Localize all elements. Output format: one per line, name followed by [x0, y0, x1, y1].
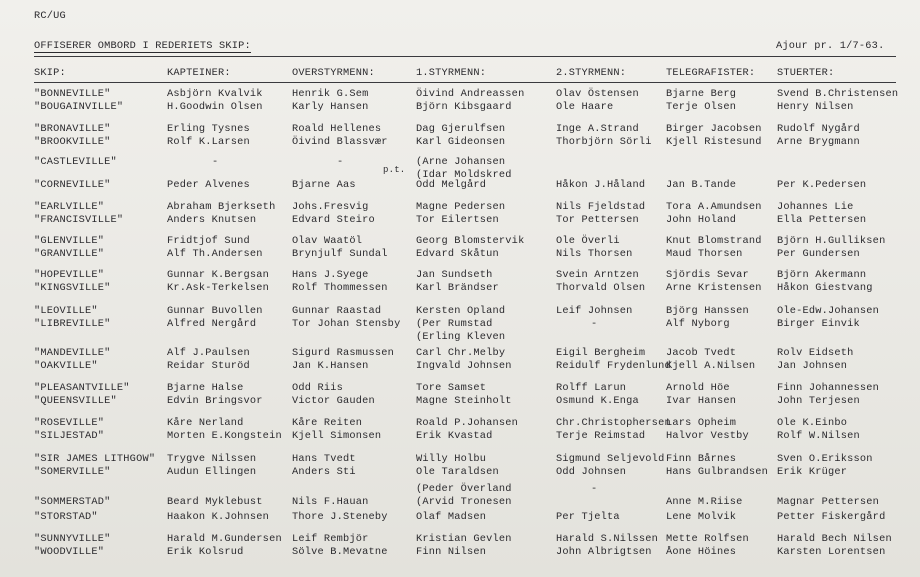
cell-ship-name: "CASTLEVILLE"	[34, 156, 117, 168]
cell-first-mate: Sölve B.Mevatne	[292, 546, 388, 558]
document-reference: RC/UG	[34, 10, 66, 22]
cell-first-mate: Thore J.Steneby	[292, 511, 388, 523]
cell-radio-officer: Bjarne Berg	[666, 88, 737, 100]
cell-ship-name: "WOODVILLE"	[34, 546, 105, 558]
cell-radio-officer: Mette Rolfsen	[666, 533, 749, 545]
cell-ship-name: "BRONAVILLE"	[34, 123, 111, 135]
cell-first-mate: Brynjulf Sundal	[292, 248, 388, 260]
cell-ship-name: "EARLVILLE"	[34, 201, 105, 213]
cell-radio-officer: Hans Gulbrandsen	[666, 466, 769, 478]
cell-radio-officer: Finn Bårnes	[666, 453, 737, 465]
cell-second-officer: Thorbjörn Sörli	[556, 136, 652, 148]
cell-ship-name: "MANDEVILLE"	[34, 347, 111, 359]
cell-second-officer: Per Tjelta	[556, 511, 620, 523]
column-header: 1.STYRMENN:	[416, 67, 487, 79]
cell-captain: Peder Alvenes	[167, 179, 250, 191]
date-label: Ajour pr. 1/7-63.	[776, 40, 885, 52]
cell-first-mate: Rolf Thommessen	[292, 282, 388, 294]
cell-first-officer: (Erling Kleven	[416, 331, 506, 343]
cell-second-officer: Ole Haare	[556, 101, 614, 113]
cell-second-officer: Eigil Bergheim	[556, 347, 646, 359]
cell-ship-name: "GRANVILLE"	[34, 248, 105, 260]
margin-note: p.t.	[383, 165, 406, 175]
cell-captain: Gunnar K.Bergsan	[167, 269, 270, 281]
cell-ship-name: "FRANCISVILLE"	[34, 214, 124, 226]
cell-second-officer: Harald S.Nilssen	[556, 533, 659, 545]
cell-first-mate: Edvard Steiro	[292, 214, 375, 226]
cell-steward: Rolv Eidseth	[777, 347, 854, 359]
column-header: STUERTER:	[777, 67, 835, 79]
cell-steward: Björn H.Gulliksen	[777, 235, 886, 247]
cell-ship-name: "SUNNYVILLE"	[34, 533, 111, 545]
cell-second-officer: John Albrigtsen	[556, 546, 652, 558]
title-rule	[34, 56, 896, 57]
cell-radio-officer: Arnold Höe	[666, 382, 730, 394]
cell-steward: Per K.Pedersen	[777, 179, 867, 191]
cell-steward: Rudolf Nygård	[777, 123, 860, 135]
cell-first-officer: Dag Gjerulfsen	[416, 123, 506, 135]
cell-first-officer: (Arne Johansen	[416, 156, 506, 168]
cell-steward: Jan Johnsen	[777, 360, 848, 372]
cell-first-mate: Hans J.Syege	[292, 269, 369, 281]
cell-steward: Rolf W.Nilsen	[777, 430, 860, 442]
column-header: OVERSTYRMENN:	[292, 67, 375, 79]
cell-captain: Reidar Sturöd	[167, 360, 250, 372]
cell-first-mate: Nils F.Hauan	[292, 496, 369, 508]
cell-second-officer: Chr.Christophersen	[556, 417, 671, 429]
cell-ship-name: "SILJESTAD"	[34, 430, 105, 442]
cell-first-mate: -	[337, 156, 344, 168]
cell-first-officer: Erik Kvastad	[416, 430, 493, 442]
cell-second-officer: Rolff Larun	[556, 382, 627, 394]
cell-captain: Alf Th.Andersen	[167, 248, 263, 260]
cell-second-officer: Terje Reimstad	[556, 430, 646, 442]
cell-captain: Harald M.Gundersen	[167, 533, 282, 545]
cell-radio-officer: Knut Blomstrand	[666, 235, 762, 247]
cell-radio-officer: Lars Opheim	[666, 417, 737, 429]
cell-captain: -	[212, 156, 219, 168]
cell-steward: Arne Brygmann	[777, 136, 860, 148]
cell-ship-name: "SIR JAMES LITHGOW"	[34, 453, 156, 465]
cell-radio-officer: Kjell A.Nilsen	[666, 360, 756, 372]
cell-second-officer: Håkon J.Håland	[556, 179, 646, 191]
cell-ship-name: "OAKVILLE"	[34, 360, 98, 372]
cell-first-officer: Olaf Madsen	[416, 511, 487, 523]
cell-first-officer: Roald P.Johansen	[416, 417, 519, 429]
cell-second-officer: Nils Fjeldstad	[556, 201, 646, 213]
cell-captain: Erling Tysnes	[167, 123, 250, 135]
cell-second-officer: Olav Östensen	[556, 88, 639, 100]
cell-first-mate: Odd Riis	[292, 382, 344, 394]
cell-ship-name: "HOPEVILLE"	[34, 269, 105, 281]
cell-steward: Magnar Pettersen	[777, 496, 880, 508]
cell-first-mate: Jan K.Hansen	[292, 360, 369, 372]
cell-second-officer: -	[591, 483, 598, 495]
cell-ship-name: "PLEASANTVILLE"	[34, 382, 130, 394]
cell-steward: Erik Krüger	[777, 466, 848, 478]
cell-ship-name: "GLENVILLE"	[34, 235, 105, 247]
cell-first-mate: Leif Rembjör	[292, 533, 369, 545]
cell-first-officer: Kristian Gevlen	[416, 533, 512, 545]
cell-radio-officer: Anne M.Riise	[666, 496, 743, 508]
cell-radio-officer: Ivar Hansen	[666, 395, 737, 407]
cell-first-mate: Anders Sti	[292, 466, 356, 478]
cell-first-officer: Carl Chr.Melby	[416, 347, 506, 359]
cell-steward: Finn Johannessen	[777, 382, 880, 394]
cell-second-officer: Osmund K.Enga	[556, 395, 639, 407]
cell-captain: H.Goodwin Olsen	[167, 101, 263, 113]
document-title: OFFISERER OMBORD I REDERIETS SKIP:	[34, 40, 251, 52]
cell-radio-officer: John Holand	[666, 214, 737, 226]
cell-first-mate: Roald Hellenes	[292, 123, 382, 135]
cell-ship-name: "KINGSVILLE"	[34, 282, 111, 294]
cell-captain: Edvin Bringsvor	[167, 395, 263, 407]
cell-radio-officer: Arne Kristensen	[666, 282, 762, 294]
cell-radio-officer: Alf Nyborg	[666, 318, 730, 330]
cell-captain: Audun Ellingen	[167, 466, 257, 478]
cell-first-mate: Hans Tvedt	[292, 453, 356, 465]
cell-second-officer: Reidulf Frydenlund	[556, 360, 671, 372]
cell-first-officer: Magne Pedersen	[416, 201, 506, 213]
cell-second-officer: Nils Thorsen	[556, 248, 633, 260]
cell-steward: Ella Pettersen	[777, 214, 867, 226]
cell-steward: Petter Fiskergård	[777, 511, 886, 523]
cell-radio-officer: Jacob Tvedt	[666, 347, 737, 359]
cell-first-mate: Tor Johan Stensby	[292, 318, 401, 330]
cell-first-officer: Edvard Skåtun	[416, 248, 499, 260]
cell-steward: Björn Akermann	[777, 269, 867, 281]
cell-second-officer: Tor Pettersen	[556, 214, 639, 226]
cell-radio-officer: Björg Hanssen	[666, 305, 749, 317]
cell-first-officer: Karl Gideonsen	[416, 136, 506, 148]
cell-steward: Håkon Giestvang	[777, 282, 873, 294]
cell-captain: Morten E.Kongstein	[167, 430, 282, 442]
cell-first-officer: Björn Kibsgaard	[416, 101, 512, 113]
cell-ship-name: "BONNEVILLE"	[34, 88, 111, 100]
cell-ship-name: "SOMERVILLE"	[34, 466, 111, 478]
cell-first-mate: Gunnar Raastad	[292, 305, 382, 317]
cell-captain: Abraham Bjerkseth	[167, 201, 276, 213]
cell-first-mate: Kåre Reiten	[292, 417, 363, 429]
cell-first-officer: Magne Steinholt	[416, 395, 512, 407]
cell-first-officer: Kersten Opland	[416, 305, 506, 317]
cell-first-officer: Öivind Andreassen	[416, 88, 525, 100]
cell-second-officer: Svein Arntzen	[556, 269, 639, 281]
cell-captain: Alfred Nergård	[167, 318, 257, 330]
column-header: SKIP:	[34, 67, 66, 79]
cell-ship-name: "SOMMERSTAD"	[34, 496, 111, 508]
cell-steward: Per Gundersen	[777, 248, 860, 260]
cell-radio-officer: Tora A.Amundsen	[666, 201, 762, 213]
cell-captain: Anders Knutsen	[167, 214, 257, 226]
cell-second-officer: Ole Överli	[556, 235, 620, 247]
cell-steward: Harald Bech Nilsen	[777, 533, 892, 545]
cell-first-officer: Georg Blomstervik	[416, 235, 525, 247]
column-header: 2.STYRMENN:	[556, 67, 627, 79]
cell-second-officer: Sigmund Seljevold	[556, 453, 665, 465]
cell-first-officer: Jan Sundseth	[416, 269, 493, 281]
cell-first-mate: Karly Hansen	[292, 101, 369, 113]
cell-captain: Gunnar Buvollen	[167, 305, 263, 317]
cell-captain: Asbjörn Kvalvik	[167, 88, 263, 100]
cell-first-mate: Victor Gauden	[292, 395, 375, 407]
cell-ship-name: "BOUGAINVILLE"	[34, 101, 124, 113]
cell-steward: Svend B.Christensen	[777, 88, 899, 100]
cell-radio-officer: Åone Höines	[666, 546, 737, 558]
cell-ship-name: "CORNEVILLE"	[34, 179, 111, 191]
cell-steward: Johannes Lie	[777, 201, 854, 213]
cell-second-officer: Thorvald Olsen	[556, 282, 646, 294]
cell-first-officer: Tor Eilertsen	[416, 214, 499, 226]
cell-captain: Kr.Ask-Terkelsen	[167, 282, 270, 294]
cell-radio-officer: Sjördis Sevar	[666, 269, 749, 281]
cell-steward: Birger Einvik	[777, 318, 860, 330]
column-header: TELEGRAFISTER:	[666, 67, 756, 79]
cell-radio-officer: Maud Thorsen	[666, 248, 743, 260]
cell-first-officer: Ingvald Johnsen	[416, 360, 512, 372]
cell-first-mate: Johs.Fresvig	[292, 201, 369, 213]
cell-first-mate: Kjell Simonsen	[292, 430, 382, 442]
cell-second-officer: Odd Johnsen	[556, 466, 627, 478]
cell-radio-officer: Terje Olsen	[666, 101, 737, 113]
cell-first-officer: Karl Brändser	[416, 282, 499, 294]
column-header: KAPTEINER:	[167, 67, 231, 79]
cell-ship-name: "LEOVILLE"	[34, 305, 98, 317]
cell-captain: Rolf K.Larsen	[167, 136, 250, 148]
cell-captain: Kåre Nerland	[167, 417, 244, 429]
cell-first-mate: Bjarne Aas	[292, 179, 356, 191]
cell-captain: Alf J.Paulsen	[167, 347, 250, 359]
cell-second-officer: Inge A.Strand	[556, 123, 639, 135]
cell-first-officer: Finn Nilsen	[416, 546, 487, 558]
cell-ship-name: "LIBREVILLE"	[34, 318, 111, 330]
cell-first-officer: Willy Holbu	[416, 453, 487, 465]
cell-first-officer: (Arvid Tronesen	[416, 496, 512, 508]
cell-captain: Haakon K.Johnsen	[167, 511, 270, 523]
cell-first-officer: (Peder Överland	[416, 483, 512, 495]
cell-ship-name: "ROSEVILLE"	[34, 417, 105, 429]
cell-captain: Bjarne Halse	[167, 382, 244, 394]
cell-first-mate: Sigurd Rasmussen	[292, 347, 395, 359]
cell-radio-officer: Kjell Ristesund	[666, 136, 762, 148]
cell-radio-officer: Jan B.Tande	[666, 179, 737, 191]
cell-second-officer: Leif Johnsen	[556, 305, 633, 317]
cell-second-officer: -	[591, 318, 598, 330]
cell-steward: Ole K.Einbo	[777, 417, 848, 429]
header-rule	[34, 82, 896, 83]
cell-steward: Ole-Edw.Johansen	[777, 305, 880, 317]
cell-ship-name: "BROOKVILLE"	[34, 136, 111, 148]
cell-first-officer: (Per Rumstad	[416, 318, 493, 330]
cell-first-officer: Odd Melgård	[416, 179, 487, 191]
cell-ship-name: "QUEENSVILLE"	[34, 395, 117, 407]
cell-first-mate: Öivind Blassvær	[292, 136, 388, 148]
cell-steward: John Terjesen	[777, 395, 860, 407]
cell-first-mate: Henrik G.Sem	[292, 88, 369, 100]
cell-first-officer: (Idar Moldskred	[416, 169, 512, 181]
cell-first-officer: Tore Samset	[416, 382, 487, 394]
cell-first-mate: Olav Waatöl	[292, 235, 363, 247]
cell-radio-officer: Halvor Vestby	[666, 430, 749, 442]
cell-steward: Henry Nilsen	[777, 101, 854, 113]
cell-radio-officer: Lene Molvik	[666, 511, 737, 523]
cell-steward: Karsten Lorentsen	[777, 546, 886, 558]
cell-captain: Fridtjof Sund	[167, 235, 250, 247]
cell-radio-officer: Birger Jacobsen	[666, 123, 762, 135]
cell-captain: Beard Myklebust	[167, 496, 263, 508]
cell-ship-name: "STORSTAD"	[34, 511, 98, 523]
cell-steward: Sven O.Eriksson	[777, 453, 873, 465]
cell-first-officer: Ole Taraldsen	[416, 466, 499, 478]
cell-captain: Trygve Nilssen	[167, 453, 257, 465]
cell-captain: Erik Kolsrud	[167, 546, 244, 558]
